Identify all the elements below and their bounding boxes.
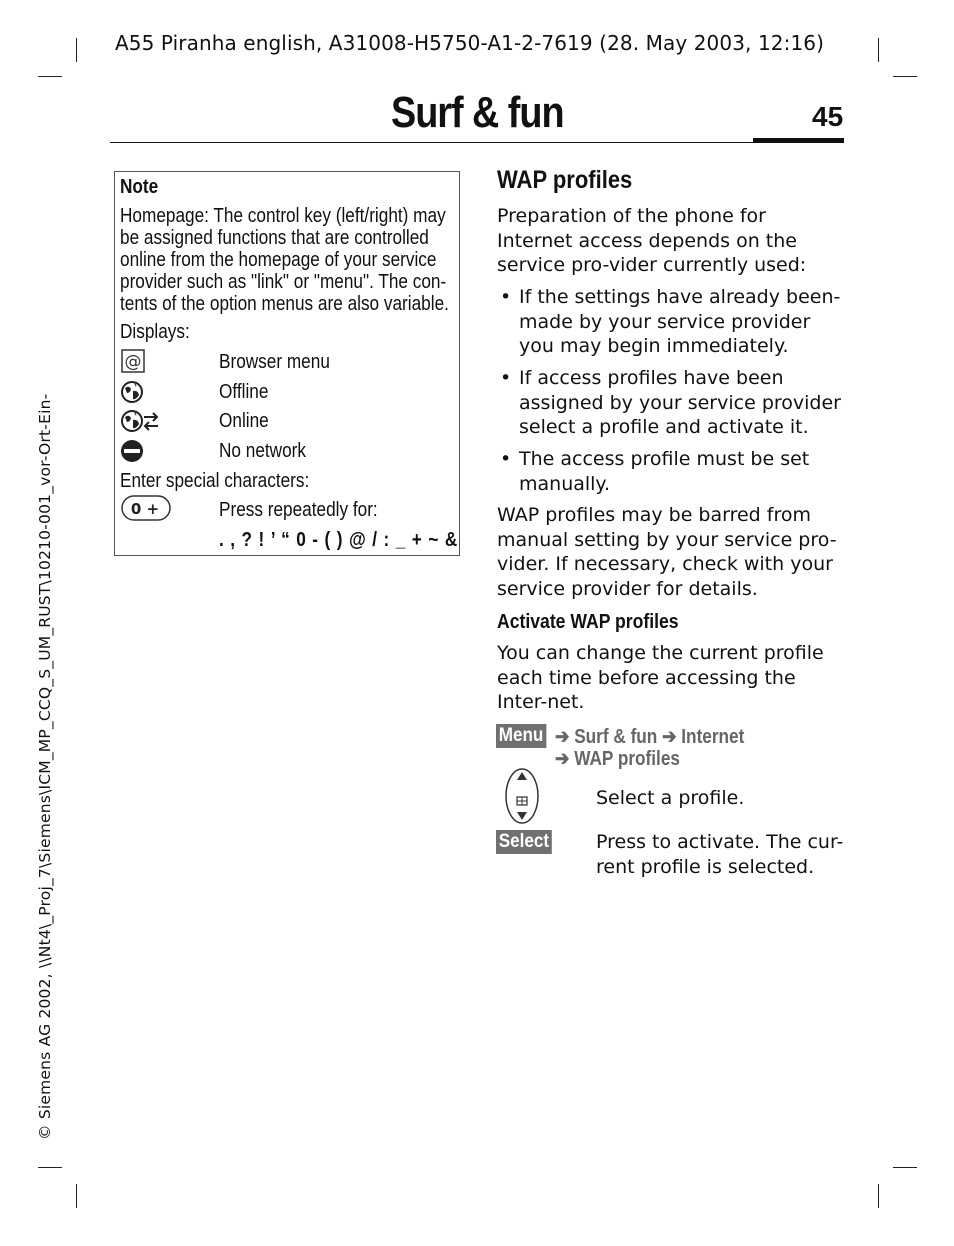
crop-mark	[38, 1167, 62, 1168]
activate-text: Press to activate. The cur-rent profile is selected.	[596, 831, 844, 878]
page-number-rule	[753, 138, 844, 143]
svg-text:@: @	[124, 352, 142, 372]
title-rule	[110, 142, 844, 143]
crop-mark	[38, 76, 62, 77]
svg-text:0 +: 0 +	[130, 500, 160, 518]
select-softkey: Select	[496, 830, 552, 854]
note-line: be assigned functions that are controlled	[120, 227, 429, 249]
display-label-browser-menu: Browser menu	[219, 351, 330, 373]
change-paragraph: You can change the current profile each time before accessing the Inter-net.	[497, 642, 824, 713]
special-characters-label: Enter special characters:	[120, 470, 310, 492]
crop-mark	[76, 1184, 77, 1208]
at-sign-icon	[121, 349, 145, 377]
globe-arrows-icon	[121, 409, 161, 437]
displays-label: Displays:	[120, 321, 190, 343]
menu-path: ➔ Surf & fun ➔ Internet	[555, 726, 745, 748]
crop-mark	[893, 1167, 917, 1168]
crop-mark	[893, 76, 917, 77]
page-number: 45	[812, 101, 844, 132]
note-title: Note	[120, 176, 159, 198]
note-line: provider such as "link" or "menu". The con-	[120, 271, 447, 293]
barred-paragraph: WAP profiles may be barred from manual setting by your service pro-vider. If necessary, check with your service provider for details.	[497, 504, 837, 600]
control-key-icon	[503, 767, 541, 829]
intro-paragraph: Preparation of the phone for Internet access depends on the service pro-vider currently used:	[497, 205, 807, 276]
section-heading: WAP profiles	[497, 166, 633, 194]
document-header: A55 Piranha english, A31008-H5750-A1-2-7619 (28. May 2003, 12:16)	[115, 31, 824, 55]
display-label-offline: Offline	[219, 381, 269, 403]
zero-key-icon	[121, 495, 173, 527]
globe-icon	[121, 380, 145, 408]
note-line: Homepage: The control key (left/right) may	[120, 205, 446, 227]
display-label-no-network: No network	[219, 440, 306, 462]
note-line: online from the homepage of your service	[120, 249, 437, 271]
subsection-heading: Activate WAP profiles	[497, 611, 679, 633]
note-line: tents of the option menus are also variable.	[120, 293, 449, 315]
menu-softkey: Menu	[496, 724, 546, 748]
press-repeatedly-label: Press repeatedly for:	[219, 499, 378, 521]
page-title: Surf & fun	[391, 88, 564, 137]
select-profile-text: Select a profile.	[596, 787, 745, 809]
display-label-online: Online	[219, 410, 269, 432]
menu-path: ➔ WAP profiles	[555, 748, 680, 770]
special-characters-list: . , ? ! ’ “ 0 - ( ) @ / : _ + ~ &	[219, 529, 459, 551]
crop-mark	[878, 38, 879, 62]
crop-mark	[76, 38, 77, 62]
crop-mark	[878, 1184, 879, 1208]
side-copyright: © Siemens AG 2002, \\Nt4\_Proj_7\Siemens\ICM_MP_CCQ_S_UM_RUST\10210-001_vor-Ort-Ein-	[36, 393, 54, 1140]
no-entry-icon	[121, 439, 145, 467]
